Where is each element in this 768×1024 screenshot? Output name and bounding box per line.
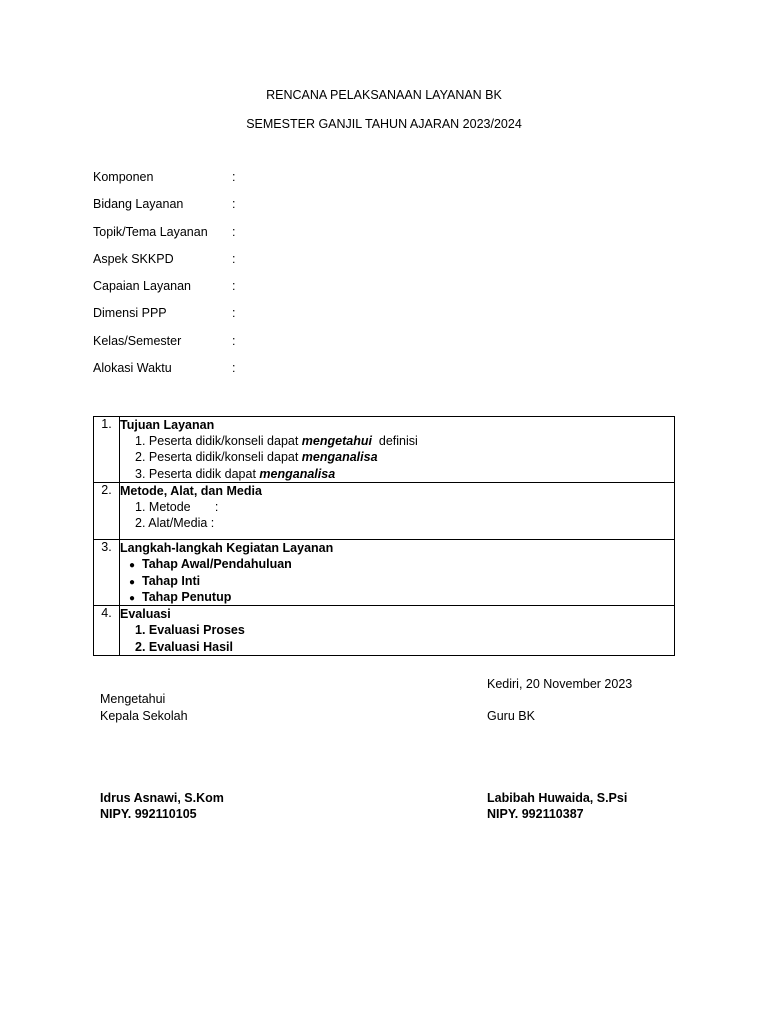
item-marker: 1. [135, 499, 146, 514]
bullet-icon: ● [129, 560, 136, 572]
field-capaian-layanan-label: Capaian Layanan [93, 279, 191, 293]
field-kelas-semester-label: Kelas/Semester [93, 334, 182, 348]
item-text: Tahap Penutup [142, 590, 232, 605]
table-row-langkah [94, 540, 675, 606]
item-text: Peserta didik/konseli dapat [148, 450, 302, 465]
field-komponen-label: Komponen [93, 170, 154, 184]
row-content [120, 606, 675, 656]
item-after: definisi [371, 434, 418, 448]
item-marker: 2. [135, 516, 146, 531]
field-bidang-layanan-label: Bidang Layanan [93, 197, 184, 211]
right-signature-nip: NIPY. 992110387 [487, 807, 584, 821]
field-bidang-layanan-colon: : [232, 197, 236, 211]
field-kelas-semester-colon: : [232, 334, 236, 348]
list-item [120, 499, 674, 515]
item-text: Evaluasi Hasil [148, 639, 233, 654]
row-title-evaluasi: Evaluasi [120, 607, 171, 622]
list-item [120, 589, 674, 605]
item-text: Metode : [148, 499, 219, 514]
item-marker: 2. [135, 639, 146, 654]
row-content [120, 540, 675, 606]
document-subtitle: SEMESTER GANJIL TAHUN AJARAN 2023/2024 [246, 117, 522, 131]
item-marker: 1. [135, 623, 146, 638]
row-title-langkah: Langkah-langkah Kegiatan Layanan [120, 541, 334, 556]
item-marker: 3. [135, 466, 146, 481]
place-date: Kediri, 20 November 2023 [487, 677, 633, 691]
row-title-tujuan: Tujuan Layanan [120, 418, 215, 432]
field-alokasi-waktu-label: Alokasi Waktu [93, 361, 172, 375]
list-item [120, 639, 674, 655]
list-item [120, 433, 674, 449]
list-item [120, 573, 674, 589]
item-text: Peserta didik/konseli dapat [148, 434, 302, 448]
right-signature-role: Guru BK [487, 709, 535, 723]
list-item [120, 449, 674, 465]
item-text: Peserta didik dapat [148, 466, 260, 481]
field-aspek-skkpd-colon: : [232, 252, 236, 266]
row-content [120, 482, 675, 540]
list-item [120, 556, 674, 572]
field-aspek-skkpd-label: Aspek SKKPD [93, 252, 174, 266]
row-title-metode: Metode, Alat, dan Media [120, 483, 262, 498]
list-item [120, 515, 674, 531]
field-alokasi-waktu-colon: : [232, 361, 236, 375]
item-emphasis: mengetahui [301, 434, 372, 448]
row-number: 2. [94, 482, 120, 540]
list-item [120, 466, 674, 482]
table-row-evaluasi [94, 606, 675, 656]
plan-table [93, 416, 675, 656]
item-text: Alat/Media : [148, 516, 215, 531]
field-capaian-layanan-colon: : [232, 279, 236, 293]
document-title: RENCANA PELAKSANAAN LAYANAN BK [266, 88, 502, 102]
field-topik-label: Topik/Tema Layanan [93, 225, 208, 239]
item-text: Tahap Awal/Pendahuluan [142, 557, 292, 572]
left-signature-nip: NIPY. 992110105 [100, 807, 197, 821]
field-dimensi-ppp-colon: : [232, 306, 236, 320]
bullet-icon: ● [129, 593, 136, 605]
item-marker: 1. [135, 434, 146, 448]
left-signature-name: Idrus Asnawi, S.Kom [100, 791, 224, 805]
row-number: 3. [94, 540, 120, 606]
field-dimensi-ppp-label: Dimensi PPP [93, 306, 167, 320]
left-signature-heading: Mengetahui [100, 692, 166, 706]
row-number: 1. [94, 417, 120, 483]
row-number: 4. [94, 606, 120, 656]
item-marker: 2. [135, 450, 146, 465]
left-signature-role: Kepala Sekolah [100, 709, 188, 723]
field-topik-colon: : [232, 225, 236, 239]
item-text: Tahap Inti [142, 573, 201, 588]
row-content [120, 417, 675, 483]
field-komponen-colon: : [232, 170, 236, 184]
item-emphasis: menganalisa [301, 450, 378, 465]
item-text: Evaluasi Proses [148, 623, 245, 638]
bullet-icon: ● [129, 576, 136, 588]
table-row-tujuan [94, 417, 675, 483]
table-row-metode [94, 482, 675, 540]
item-emphasis: menganalisa [259, 466, 336, 481]
right-signature-name: Labibah Huwaida, S.Psi [487, 791, 628, 805]
list-item [120, 622, 674, 638]
